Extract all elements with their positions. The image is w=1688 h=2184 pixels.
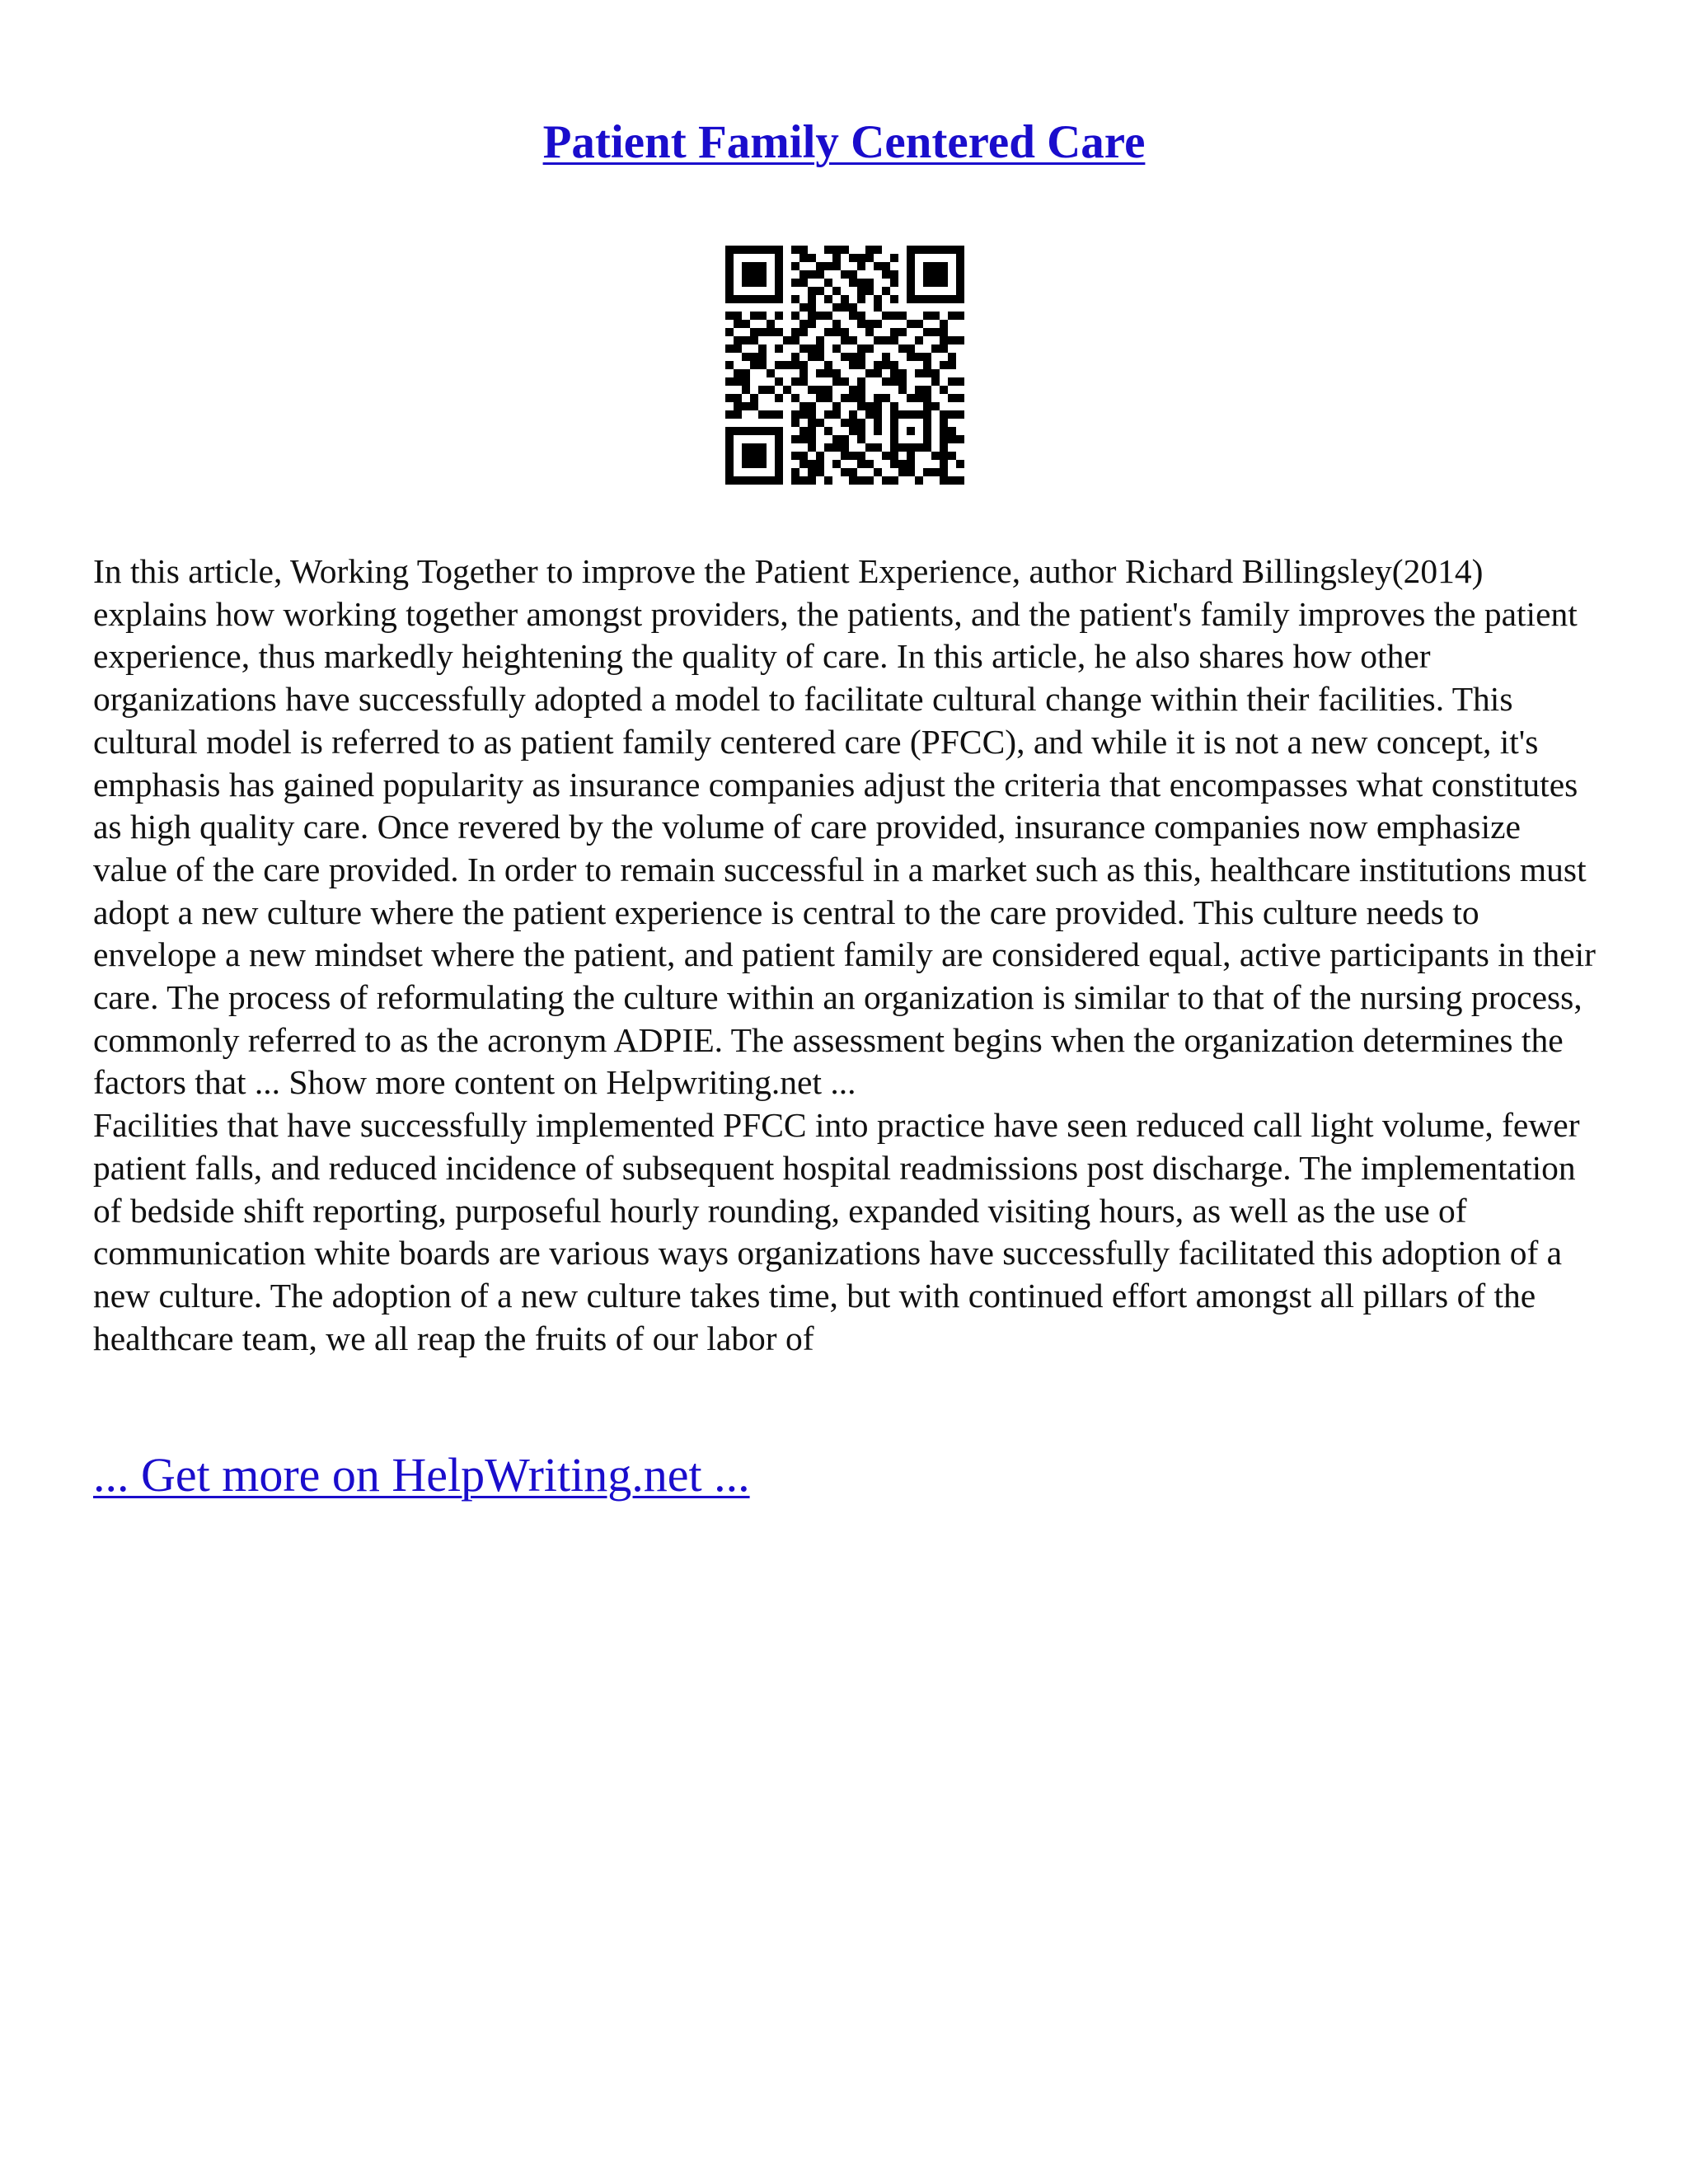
article-body bbox=[93, 551, 1601, 1360]
get-more-link[interactable]: ... Get more on HelpWriting.net ... bbox=[93, 1448, 750, 1502]
paragraph-1: In this article, Working Together to improve the Patient Experience, author Richard Billingsley(2014) explains how working together amongst providers, the patients, and the patient's family improves the patient experience, thus markedly heightening the quality of care. In this article, he also shares how other organizations have successfully adopted a model to facilitate cultural change within their facilities. This cultural model is referred to as patient family centered care (PFCC), and while it is not a new concept, it's emphasis has gained popularity as insurance companies adjust the criteria that encompasses what constitutes as high quality care. Once revered by the volume of care provided, insurance companies now emphasize value of the care provided. In order to remain successful in a market such as this, healthcare institutions must adopt a new culture where the patient experience is central to the care provided. This culture needs to envelope a new mindset where the patient, and patient family are considered equal, active participants in their care. The process of reformulating the culture within an organization is similar to that of the nursing process, commonly referred to as the acronym ADPIE. The assessment begins when the organization determines the factors that ... Show more content on Helpwriting.net ... bbox=[93, 552, 1596, 1102]
page-title-link[interactable]: Patient Family Centered Care bbox=[542, 116, 1146, 168]
paragraph-2: Facilities that have successfully implemented PFCC into practice have seen reduced call light volume, fewer patient falls, and reduced incidence of subsequent hospital readmissions post discharge. The implementation of bedside shift reporting, purposeful hourly rounding, expanded visiting hours, as well as the use of communication white boards are various ways organizations have successfully facilitated this adoption of a new culture. The adoption of a new culture takes time, but with continued effort amongst all pillars of the healthcare team, we all reap the fruits of our labor of bbox=[93, 1106, 1580, 1357]
qr-code-icon bbox=[725, 246, 964, 485]
title-container bbox=[0, 115, 1688, 169]
more-link-container bbox=[93, 1447, 750, 1502]
